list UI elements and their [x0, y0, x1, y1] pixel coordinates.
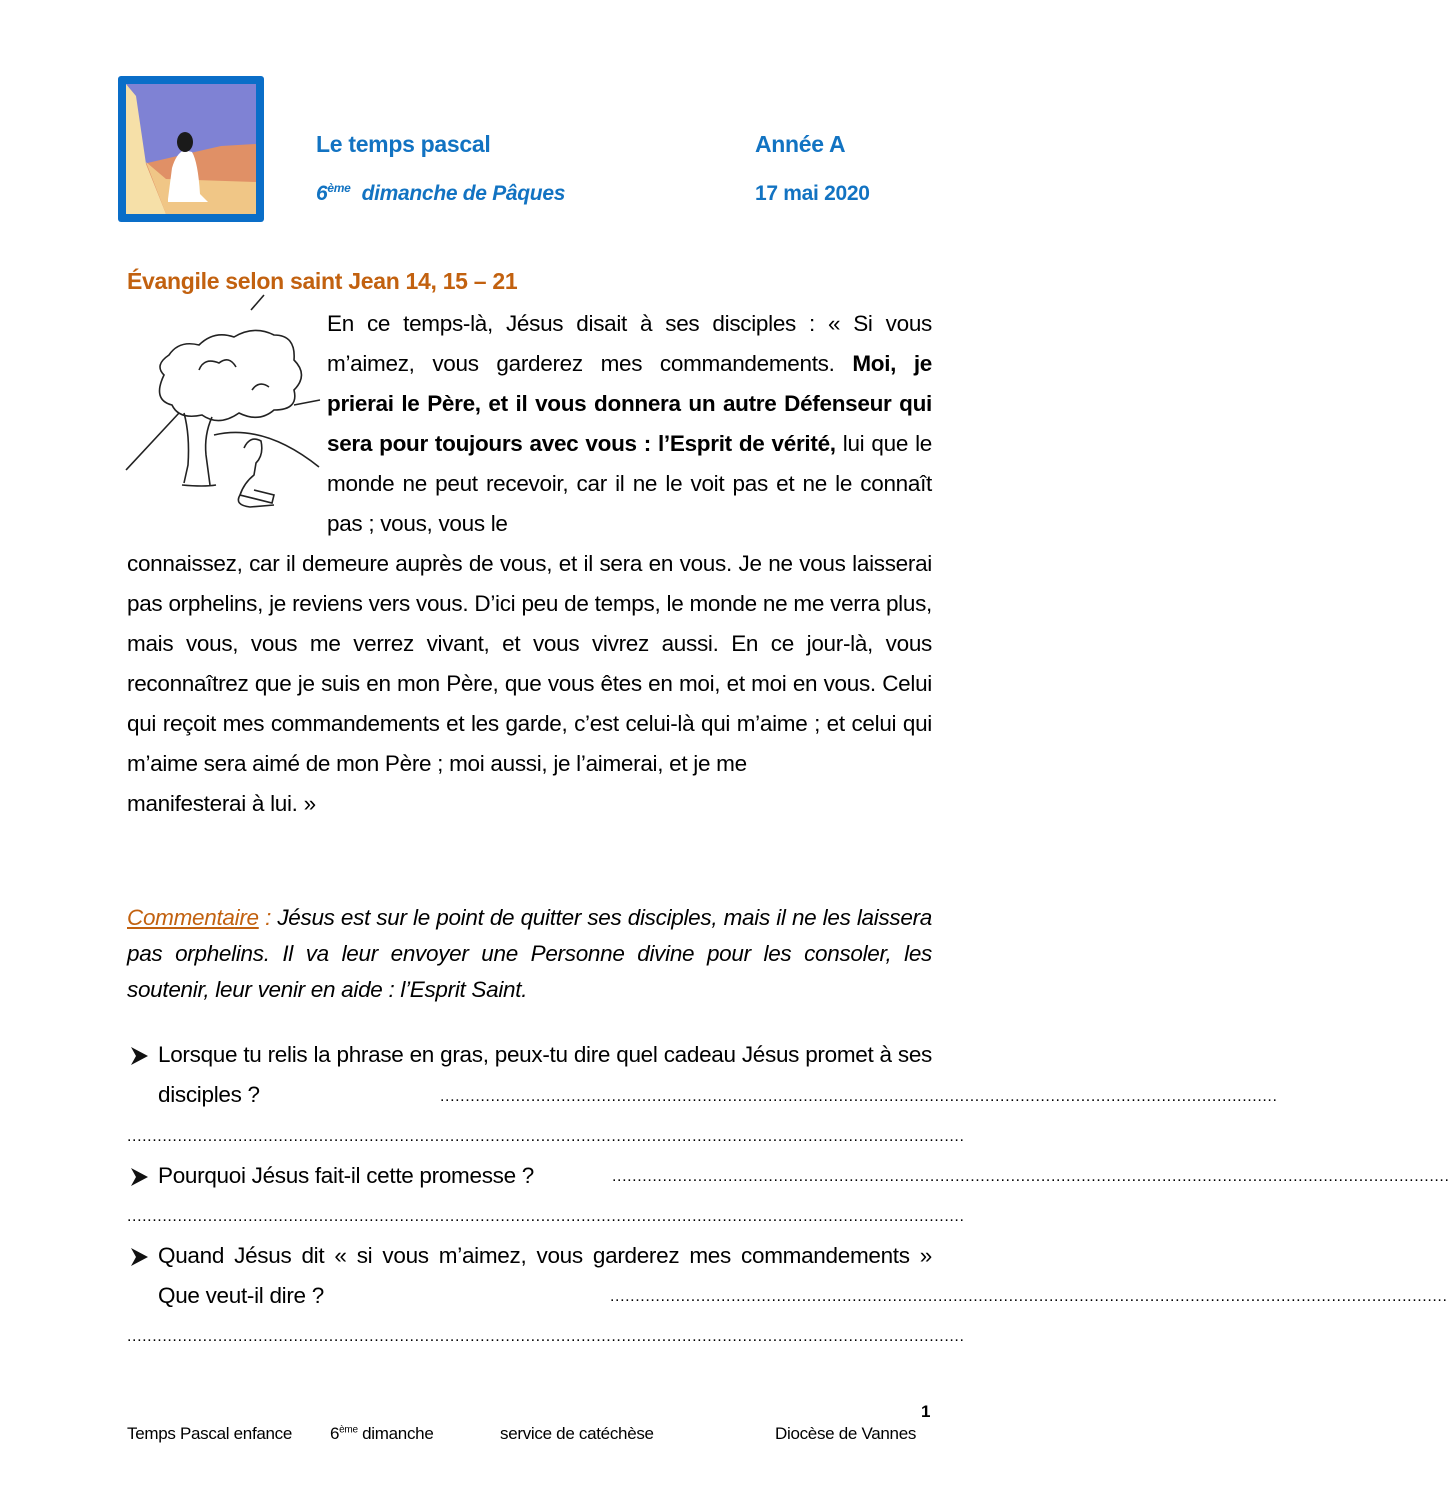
question-2-text: Pourquoi Jésus fait-il cette promesse ?	[158, 1163, 534, 1188]
commentary	[127, 900, 932, 1008]
question-1-text: Lorsque tu relis la phrase en gras, peux-tu dire quel cadeau Jésus promet à ses disciples ?	[158, 1042, 932, 1107]
arrowhead-bullet-icon	[129, 1035, 149, 1075]
sunday-text: dimanche de Pâques	[361, 182, 566, 205]
gospel-text-b: lui que le monde ne peut recevoir, car il ne le voit pas et ne le connaît pas ; vous, vous le	[327, 431, 932, 536]
header-title: Le temps pascal	[316, 131, 491, 157]
gospel-title: Évangile selon saint Jean 14, 15 – 21	[127, 268, 518, 294]
footer-sunday-text: dimanche	[362, 1424, 434, 1443]
sunday-number: 6	[316, 182, 328, 205]
footer-left: Temps Pascal enfance	[127, 1424, 293, 1443]
commentary-text: Jésus est sur le point de quitter ses disciples, mais il ne les laissera pas orphelins. Il va leur envoyer une Personne divine pour les consoler, les soutenir, leur venir en aide : l’Esprit Saint.	[127, 905, 932, 1002]
answer-line-2a[interactable]: ......................................................................................................................................................................	[612, 1168, 1450, 1185]
gospel-text-end: manifesterai à lui. »	[127, 791, 316, 816]
gospel-paragraph-2	[127, 544, 932, 824]
page-number: 1	[921, 1402, 931, 1421]
header-sunday	[316, 182, 565, 206]
footer-diocese: Diocèse de Vannes	[775, 1424, 917, 1443]
tree-seated-jesus-drawing-icon	[124, 305, 320, 515]
arrowhead-bullet-icon	[129, 1236, 149, 1276]
arrowhead-bullet-icon	[129, 1156, 149, 1196]
footer-sunday	[330, 1424, 433, 1444]
answer-line-3a[interactable]: ......................................................................................................................................................................	[610, 1288, 1448, 1305]
answer-line-1b[interactable]: ......................................................................................................................................................................	[127, 1128, 965, 1145]
question-3-text: Quand Jésus dit « si vous m’aimez, vous garderez mes commandements » Que veut-il dire ?	[158, 1243, 932, 1308]
answer-line-3b[interactable]: ......................................................................................................................................................................	[127, 1328, 965, 1345]
commentary-label: Commentaire	[127, 905, 259, 930]
answer-line-2b[interactable]: ......................................................................................................................................................................	[127, 1208, 965, 1225]
gospel-text-c: connaissez, car il demeure auprès de vous, et il sera en vous. Je ne vous laisserai pas orphelins, je reviens vers vous. D’ici peu de temps, le monde ne me verra plus, mais vous, vous me verrez vivant, et vous vivrez aussi. En ce jour-là, vous reconnaîtrez que je suis en mon Père, que vous êtes en moi, et moi en vous. Celui qui reçoit mes commandements et les garde, c’est celui-là qui m’aime ; et celui qui m’aime sera aimé de mon Père ; moi aussi, je l’aimerai, et je me	[127, 551, 932, 776]
gospel-paragraph-1	[327, 304, 932, 544]
header-date: 17 mai 2020	[755, 182, 870, 205]
answer-line-1a[interactable]: ......................................................................................................................................................................	[440, 1088, 1278, 1105]
logo-painting	[118, 76, 264, 222]
commentary-colon: :	[258, 905, 272, 930]
gospel-text-a: En ce temps-là, Jésus disait à ses disciples : « Si vous m’aimez, vous garderez mes commandements.	[327, 311, 932, 376]
footer-sunday-number: 6	[330, 1424, 340, 1443]
footer-sunday-suffix: ème	[339, 1424, 358, 1436]
gospel-bold-promise: Moi, je prierai le Père, et il vous donnera un autre Défenseur qui sera pour toujours avec vous : l’Esprit de vérité,	[327, 351, 933, 456]
footer-service: service de catéchèse	[500, 1424, 654, 1443]
header-year: Année A	[755, 131, 846, 157]
painting-figure-seated-icon	[126, 84, 256, 214]
gospel-illustration	[124, 305, 320, 515]
sunday-suffix: ème	[327, 181, 351, 195]
